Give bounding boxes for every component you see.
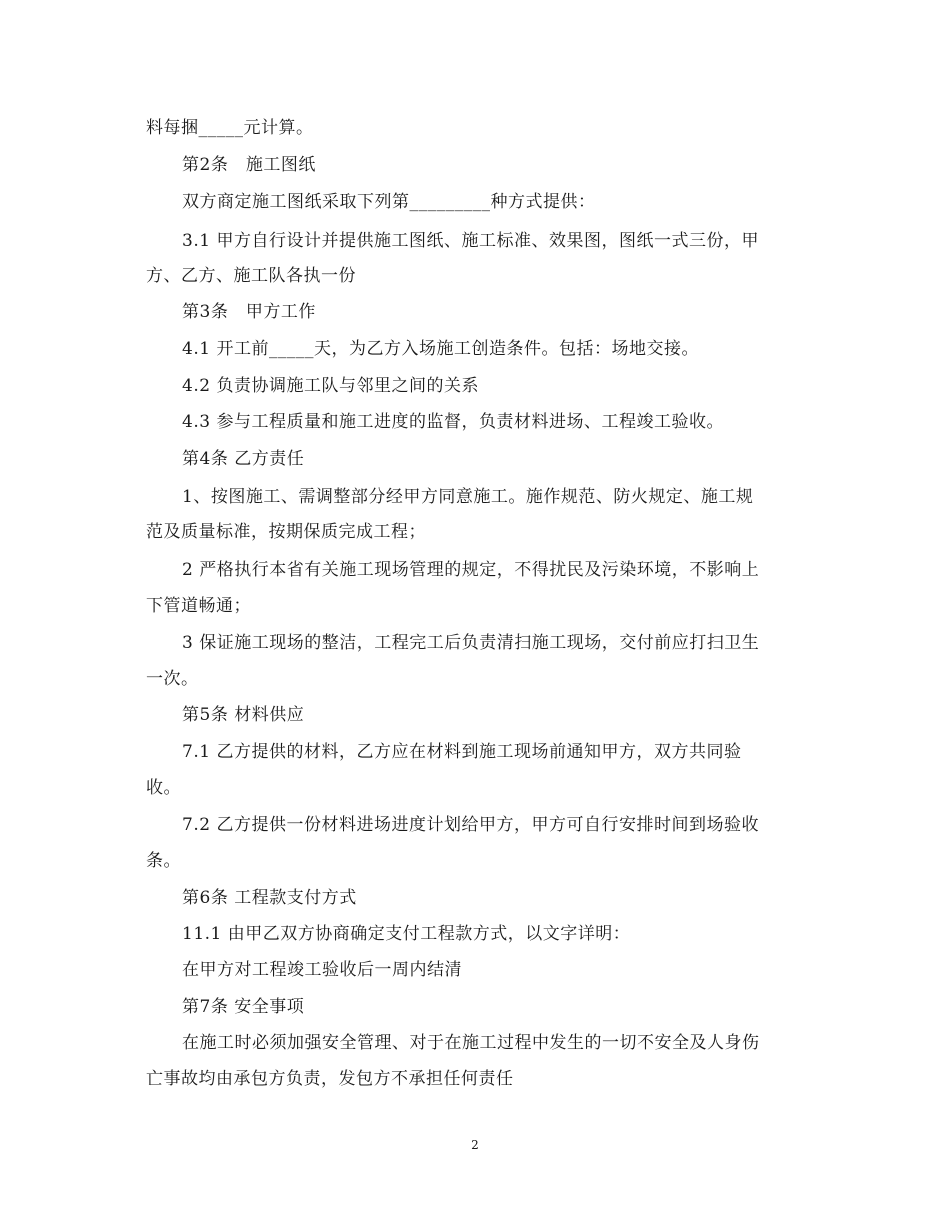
section-heading: 第4条 乙方责任 xyxy=(182,449,305,469)
text-line: 4.3 参与工程质量和施工进度的监督，负责材料进场、工程竣工验收。 xyxy=(182,412,724,432)
section-heading: 第2条 施工图纸 xyxy=(182,155,316,175)
text-line: 4.2 负责协调施工队与邻里之间的关系 xyxy=(182,376,479,396)
text-line: 下管道畅通； xyxy=(146,596,251,616)
text-line: 料每捆_____元计算。 xyxy=(146,118,314,138)
text-line: 1、按图施工、需调整部分经甲方同意施工。施作规范、防火规定、施工规 xyxy=(182,487,754,507)
section-heading: 第6条 工程款支付方式 xyxy=(182,888,357,908)
text-line: 范及质量标准，按期保质完成工程； xyxy=(146,522,426,542)
text-line: 条。 xyxy=(146,851,181,871)
section-heading: 第3条 甲方工作 xyxy=(182,302,316,322)
text-line: 双方商定施工图纸采取下列第_________种方式提供： xyxy=(182,192,596,212)
text-line: 2 严格执行本省有关施工现场管理的规定，不得扰民及污染环境，不影响上 xyxy=(182,560,760,580)
text-line: 收。 xyxy=(146,778,181,798)
page-number: 2 xyxy=(471,1138,479,1152)
text-line: 在甲方对工程竣工验收后一周内结清 xyxy=(182,960,462,980)
text-line: 在施工时必须加强安全管理、对于在施工过程中发生的一切不安全及人身伤 xyxy=(182,1033,760,1053)
text-line: 3 保证施工现场的整洁，工程完工后负责清扫施工现场，交付前应打扫卫生 xyxy=(182,633,760,653)
text-line: 4.1 开工前_____天，为乙方入场施工创造条件。包括：场地交接。 xyxy=(182,339,699,359)
text-line: 方、乙方、施工队各执一份 xyxy=(146,266,356,286)
section-heading: 第7条 安全事项 xyxy=(182,997,305,1017)
text-line: 11.1 由甲乙双方协商确定支付工程款方式，以文字详明： xyxy=(182,924,631,944)
section-heading: 第5条 材料供应 xyxy=(182,705,305,725)
text-line: 7.2 乙方提供一份材料进场进度计划给甲方，甲方可自行安排时间到场验收 xyxy=(182,815,759,835)
text-line: 亡事故均由承包方负责，发包方不承担任何责任 xyxy=(146,1069,514,1089)
text-line: 7.1 乙方提供的材料，乙方应在材料到施工现场前通知甲方，双方共同验 xyxy=(182,742,742,762)
text-line: 一次。 xyxy=(146,669,199,689)
text-line: 3.1 甲方自行设计并提供施工图纸、施工标准、效果图，图纸一式三份，甲 xyxy=(182,231,759,251)
